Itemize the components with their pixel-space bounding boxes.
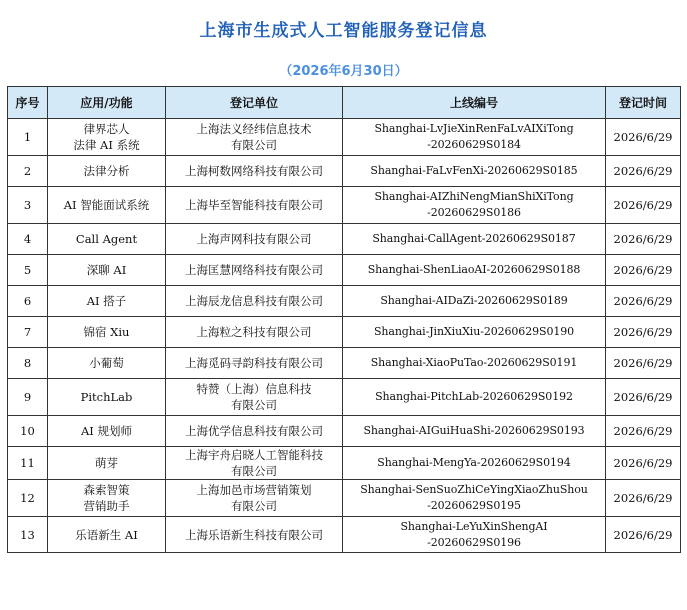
cell-org-line: 上海觅码寻韵科技有限公司 — [185, 356, 323, 370]
cell-app — [48, 119, 166, 156]
cell-org — [166, 187, 343, 224]
cell-org — [166, 156, 343, 187]
cell-app — [48, 224, 166, 255]
cell-number: 7 — [8, 317, 48, 348]
cell-date: 2026/6/29 — [606, 517, 681, 553]
cell-app-line: 营销助手 — [83, 499, 130, 513]
cell-org — [166, 224, 343, 255]
cell-org — [166, 447, 343, 480]
cell-org-line: 上海法义经纬信息技术 — [196, 122, 312, 136]
cell-number: 3 — [8, 187, 48, 224]
cell-date: 2026/6/29 — [606, 447, 681, 480]
cell-org — [166, 255, 343, 286]
registration-table — [7, 86, 681, 553]
cell-app-line: 乐语新生 AI — [75, 527, 138, 542]
cell-app — [48, 286, 166, 317]
column-header-app: 应用/功能 — [48, 87, 166, 119]
table-row — [8, 447, 681, 480]
cell-date: 2026/6/29 — [606, 379, 681, 416]
cell-date: 2026/6/29 — [606, 286, 681, 317]
cell-code-line: Shanghai-PitchLab-20260629S0192 — [375, 390, 573, 403]
table-row — [8, 119, 681, 156]
cell-date: 2026/6/29 — [606, 119, 681, 156]
cell-org-line: 上海优学信息科技有限公司 — [185, 424, 323, 438]
cell-code — [343, 416, 606, 447]
cell-org-line: 上海柯数网络科技有限公司 — [185, 164, 323, 178]
cell-app-line: 锦宿 Xiu — [83, 325, 130, 339]
table-row — [8, 156, 681, 187]
cell-org-line: 上海毕至智能科技有限公司 — [185, 198, 323, 212]
cell-number: 11 — [8, 447, 48, 480]
cell-org-line: 有限公司 — [231, 464, 277, 478]
table-row — [8, 286, 681, 317]
cell-app-line: 法律 AI 系统 — [73, 138, 140, 152]
table-row — [8, 255, 681, 286]
cell-code-line: Shanghai-JinXiuXiu-20260629S0190 — [373, 325, 575, 338]
cell-code-line: -20260629S0186 — [427, 206, 521, 219]
cell-app-line: 萌芽 — [95, 456, 118, 470]
cell-org — [166, 517, 343, 553]
cell-org-line: 有限公司 — [231, 499, 277, 513]
table-row — [8, 187, 681, 224]
cell-org — [166, 379, 343, 416]
cell-number: 5 — [8, 255, 48, 286]
cell-code-line: Shanghai-AIGuiHuaShi-20260629S0193 — [363, 424, 585, 437]
cell-date: 2026/6/29 — [606, 156, 681, 187]
cell-code-line: -20260629S0196 — [427, 535, 521, 549]
cell-app-line: 小葡萄 — [89, 356, 124, 370]
cell-date: 2026/6/29 — [606, 255, 681, 286]
cell-number: 1 — [8, 119, 48, 156]
cell-code-line: -20260629S0195 — [427, 499, 521, 512]
cell-org-line: 上海粒之科技有限公司 — [196, 325, 312, 339]
cell-number: 12 — [8, 480, 48, 517]
cell-app — [48, 379, 166, 416]
cell-org-line: 特赞（上海）信息科技 — [196, 382, 312, 396]
cell-code — [343, 255, 606, 286]
table-row — [8, 416, 681, 447]
column-header-number: 序号 — [8, 87, 48, 119]
cell-code — [343, 286, 606, 317]
cell-number: 2 — [8, 156, 48, 187]
cell-code-line: Shanghai-LeYuXinShengAI — [400, 519, 548, 533]
cell-code — [343, 119, 606, 156]
cell-code-line: Shanghai-SenSuoZhiCeYingXiaoZhuShou — [360, 483, 588, 496]
cell-code-line: Shanghai-MengYa-20260629S0194 — [377, 456, 571, 469]
cell-app — [48, 187, 166, 224]
table-row — [8, 379, 681, 416]
table-body — [8, 119, 681, 553]
cell-date: 2026/6/29 — [606, 348, 681, 379]
cell-org — [166, 416, 343, 447]
cell-code-line: Shanghai-AIDaZi-20260629S0189 — [380, 294, 568, 307]
cell-app — [48, 480, 166, 517]
column-header-code: 上线编号 — [343, 87, 606, 119]
cell-number: 9 — [8, 379, 48, 416]
cell-org-line: 上海匡慧网络科技有限公司 — [185, 263, 323, 277]
cell-app-line: AI 智能面试系统 — [63, 198, 150, 212]
cell-org-line: 上海宇舟启晓人工智能科技 — [185, 448, 323, 462]
page-subtitle: （2026年6月30日） — [279, 64, 408, 79]
cell-code — [343, 447, 606, 480]
cell-app — [48, 416, 166, 447]
cell-org-line: 上海辰龙信息科技有限公司 — [185, 294, 323, 308]
column-header-org: 登记单位 — [166, 87, 343, 119]
cell-org — [166, 480, 343, 517]
cell-org-line: 上海声网科技有限公司 — [196, 232, 312, 246]
cell-app — [48, 447, 166, 480]
cell-app-line: AI 搭子 — [86, 294, 127, 308]
header-row — [8, 87, 681, 119]
cell-app-line: 法律分析 — [83, 164, 130, 178]
cell-code — [343, 224, 606, 255]
cell-app-line: 深聊 AI — [86, 263, 127, 277]
cell-code-line: Shanghai-ShenLiaoAI-20260629S0188 — [367, 263, 581, 276]
cell-code — [343, 187, 606, 224]
cell-number: 6 — [8, 286, 48, 317]
table-row — [8, 480, 681, 517]
cell-number: 4 — [8, 224, 48, 255]
cell-app-line: PitchLab — [80, 390, 133, 404]
cell-app-line: AI 规划师 — [80, 424, 132, 438]
cell-app — [48, 517, 166, 553]
table-header — [8, 87, 681, 119]
cell-date: 2026/6/29 — [606, 187, 681, 224]
cell-app — [48, 348, 166, 379]
cell-date: 2026/6/29 — [606, 317, 681, 348]
cell-number: 10 — [8, 416, 48, 447]
cell-org — [166, 286, 343, 317]
cell-app-line: Call Agent — [75, 232, 138, 246]
cell-date: 2026/6/29 — [606, 224, 681, 255]
cell-code — [343, 480, 606, 517]
page-title: 上海市生成式人工智能服务登记信息 — [199, 21, 488, 41]
cell-number: 8 — [8, 348, 48, 379]
cell-date: 2026/6/29 — [606, 480, 681, 517]
table-row — [8, 224, 681, 255]
cell-code-line: -20260629S0184 — [427, 138, 521, 151]
cell-app-line: 森索智策 — [83, 483, 130, 497]
cell-code — [343, 348, 606, 379]
cell-date: 2026/6/29 — [606, 416, 681, 447]
column-header-date: 登记时间 — [606, 87, 681, 119]
cell-org-line: 上海乐语新生科技有限公司 — [185, 527, 323, 542]
cell-code — [343, 517, 606, 553]
table-row — [8, 348, 681, 379]
cell-app — [48, 317, 166, 348]
cell-org-line: 有限公司 — [231, 138, 277, 152]
cell-org-line: 有限公司 — [231, 398, 277, 412]
cell-org — [166, 348, 343, 379]
table-row — [8, 517, 681, 553]
cell-app — [48, 255, 166, 286]
cell-code — [343, 156, 606, 187]
cell-code-line: Shanghai-XiaoPuTao-20260629S0191 — [370, 356, 578, 369]
cell-org — [166, 317, 343, 348]
cell-code-line: Shanghai-CallAgent-20260629S0187 — [372, 232, 576, 245]
cell-number: 13 — [8, 517, 48, 553]
cell-code-line: Shanghai-LvJieXinRenFaLvAIXiTong — [374, 122, 574, 135]
table-row — [8, 317, 681, 348]
cell-code — [343, 379, 606, 416]
cell-app-line: 律界芯人 — [83, 122, 130, 136]
cell-app — [48, 156, 166, 187]
cell-org — [166, 119, 343, 156]
cell-org-line: 上海加邑市场营销策划 — [196, 483, 312, 497]
cell-code — [343, 317, 606, 348]
cell-code-line: Shanghai-AIZhiNengMianShiXiTong — [374, 190, 574, 203]
cell-code-line: Shanghai-FaLvFenXi-20260629S0185 — [370, 164, 578, 177]
